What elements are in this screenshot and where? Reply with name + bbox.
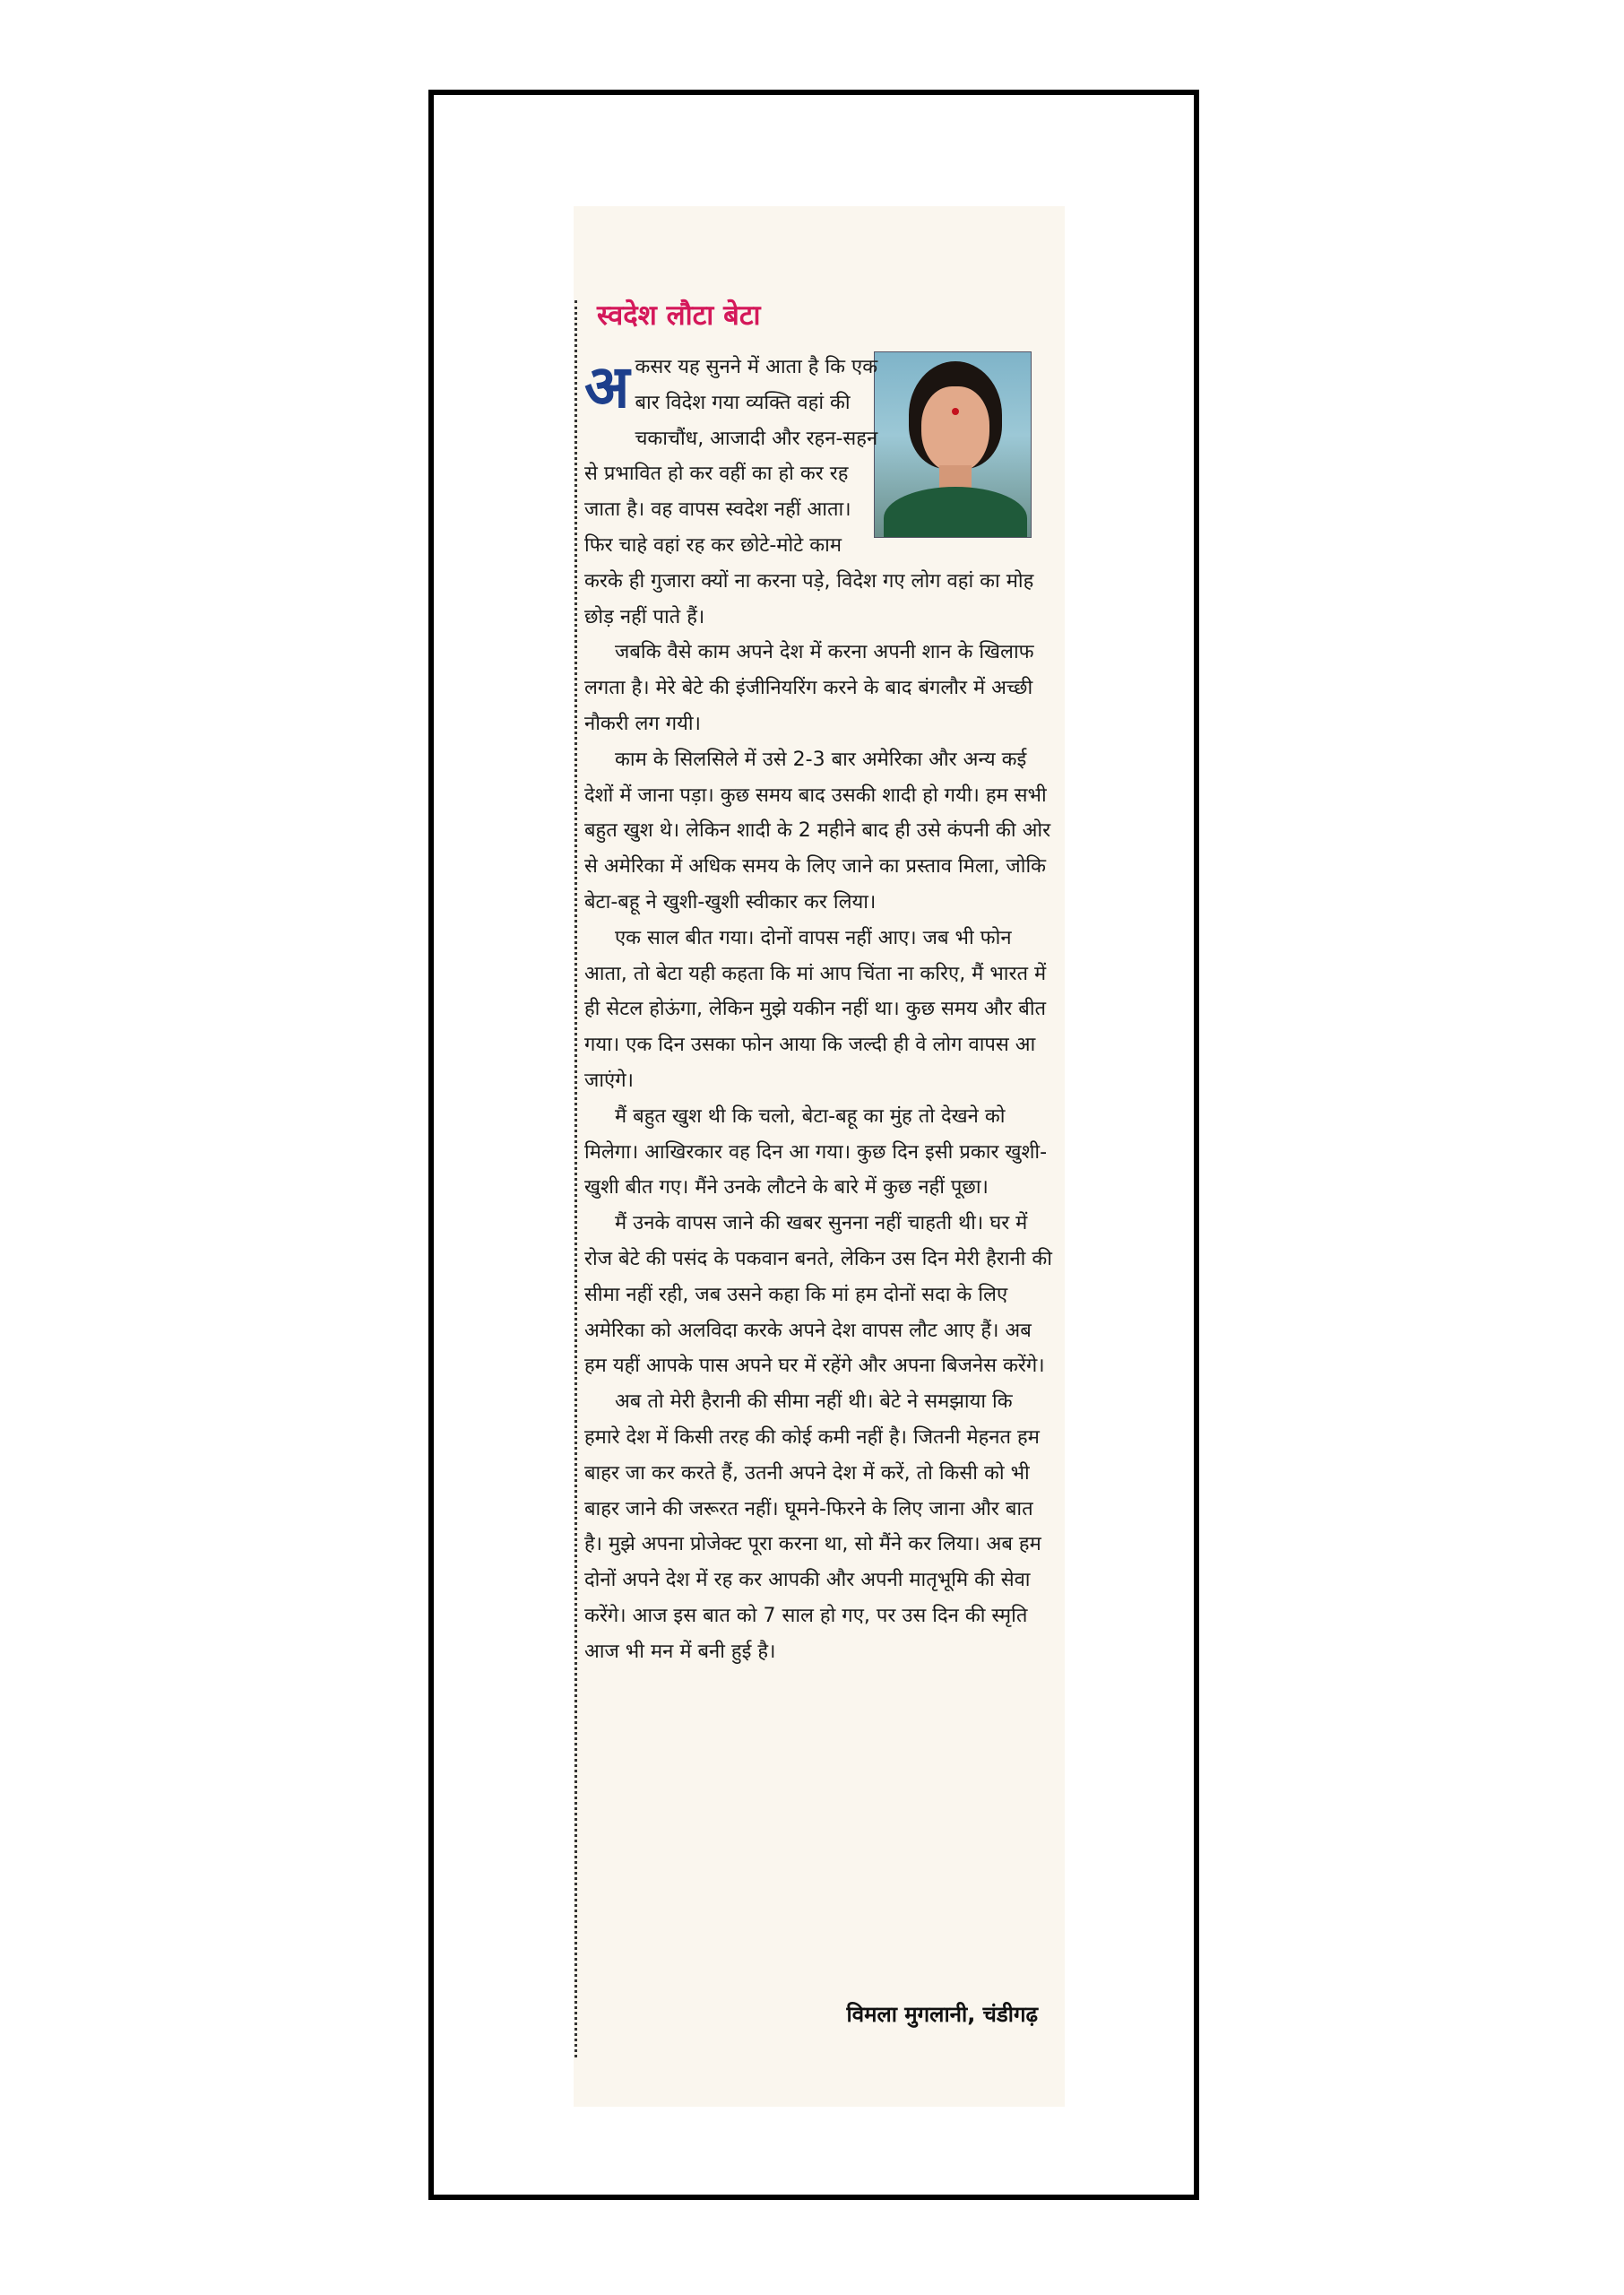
paragraph-7: अब तो मेरी हैरानी की सीमा नहीं थी। बेटे ने समझाया कि हमारे देश में किसी तरह की कोई कमी नहीं है। जितनी मेहनत हम बाहर जा कर करते हैं, उतनी अपने देश में करें, तो किसी को भी बाहर जाने की जरूरत नहीं। घूमने-फिरने के लिए जाना और बात है। मुझे अपना प्रोजेक्ट पूरा करना था, सो मैंने कर लिया। अब हम दोनों अपने देश में रह कर आपकी और अपनी मातृभूमि की सेवा करेंगे। आज इस बात को 7 साल हो गए, पर उस दिन की स्मृति आज भी मन में बनी हुई है।: [584, 1390, 1041, 1663]
photo-wrap-spacer: [882, 350, 1052, 549]
paragraph-5: मैं बहुत खुश थी कि चलो, बेटा-बहू का मुंह तो देखने को मिलेगा। आखिरकार वह दिन आ गया। कुछ दिन इसी प्रकार खुशी-खुशी बीत गए। मैंने उनके लौटने के बारे में कुछ नहीं पूछा।: [584, 1104, 1048, 1199]
article-body: [584, 350, 1052, 1669]
author-signature: [847, 1999, 1038, 2029]
paragraph-1-text: कसर यह सुनने में आता है कि एक बार विदेश गया व्यक्ति वहां की चकाचौंध, आजादी और रहन-सहन से प्रभावित हो कर वहीं का हो कर रह जाता है। वह वापस स्वदेश नहीं आता। फिर चाहे वहां रह कर छोटे-मोटे काम करके ही गुजारा क्यों ना करना पड़े, विदेश गए लोग वहां का मोह छोड़ नहीं पाते हैं।: [584, 356, 1034, 628]
newspaper-clipping: [574, 206, 1065, 2107]
drop-cap: अ: [584, 352, 630, 421]
article-title: स्वदेश लौटा बेटा: [597, 299, 761, 332]
paragraph-4: एक साल बीत गया। दोनों वापस नहीं आए। जब भी फोन आता, तो बेटा यही कहता कि मां आप चिंता ना करिए, मैं भारत में ही सेटल होऊंगा, लेकिन मुझे यकीन नहीं था। कुछ समय और बीत गया। एक दिन उसका फोन आया कि जल्दी ही वे लोग वापस आ जाएंगे।: [584, 926, 1047, 1092]
paragraph-2: जबकि वैसे काम अपने देश में करना अपनी शान के खिलाफ लगता है। मेरे बेटे की इंजीनियरिंग करने के बाद बंगलौर में अच्छी नौकरी लग गयी।: [584, 641, 1034, 735]
author-location: चंडीगढ़: [982, 2002, 1038, 2027]
paragraph-6: मैं उनके वापस जाने की खबर सुनना नहीं चाहती थी। घर में रोज बेटे की पसंद के पकवान बनते, लेकिन उस दिन मेरी हैरानी की सीमा नहीं रही, जब उसने कहा कि मां हम दोनों सदा के लिए अमेरिका को अलविदा करके अपने देश वापस लौट आए हैं। अब हम यहीं आपके पास अपने घर में रहेंगे और अपना बिजनेस करेंगे।: [584, 1212, 1052, 1378]
author-name: विमला मुगलानी,: [846, 2002, 976, 2027]
dotted-column-rule: [574, 300, 577, 2057]
paragraph-3: काम के सिलसिले में उसे 2-3 बार अमेरिका और अन्य कई देशों में जाना पड़ा। कुछ समय बाद उसकी शादी हो गयी। हम सभी बहुत खुश थे। लेकिन शादी के 2 महीने बाद ही उसे कंपनी की ओर से अमेरिका में अधिक समय के लिए जाने का प्रस्ताव मिला, जोकि बेटा-बहू ने खुशी-खुशी स्वीकार कर लिया।: [584, 748, 1051, 914]
